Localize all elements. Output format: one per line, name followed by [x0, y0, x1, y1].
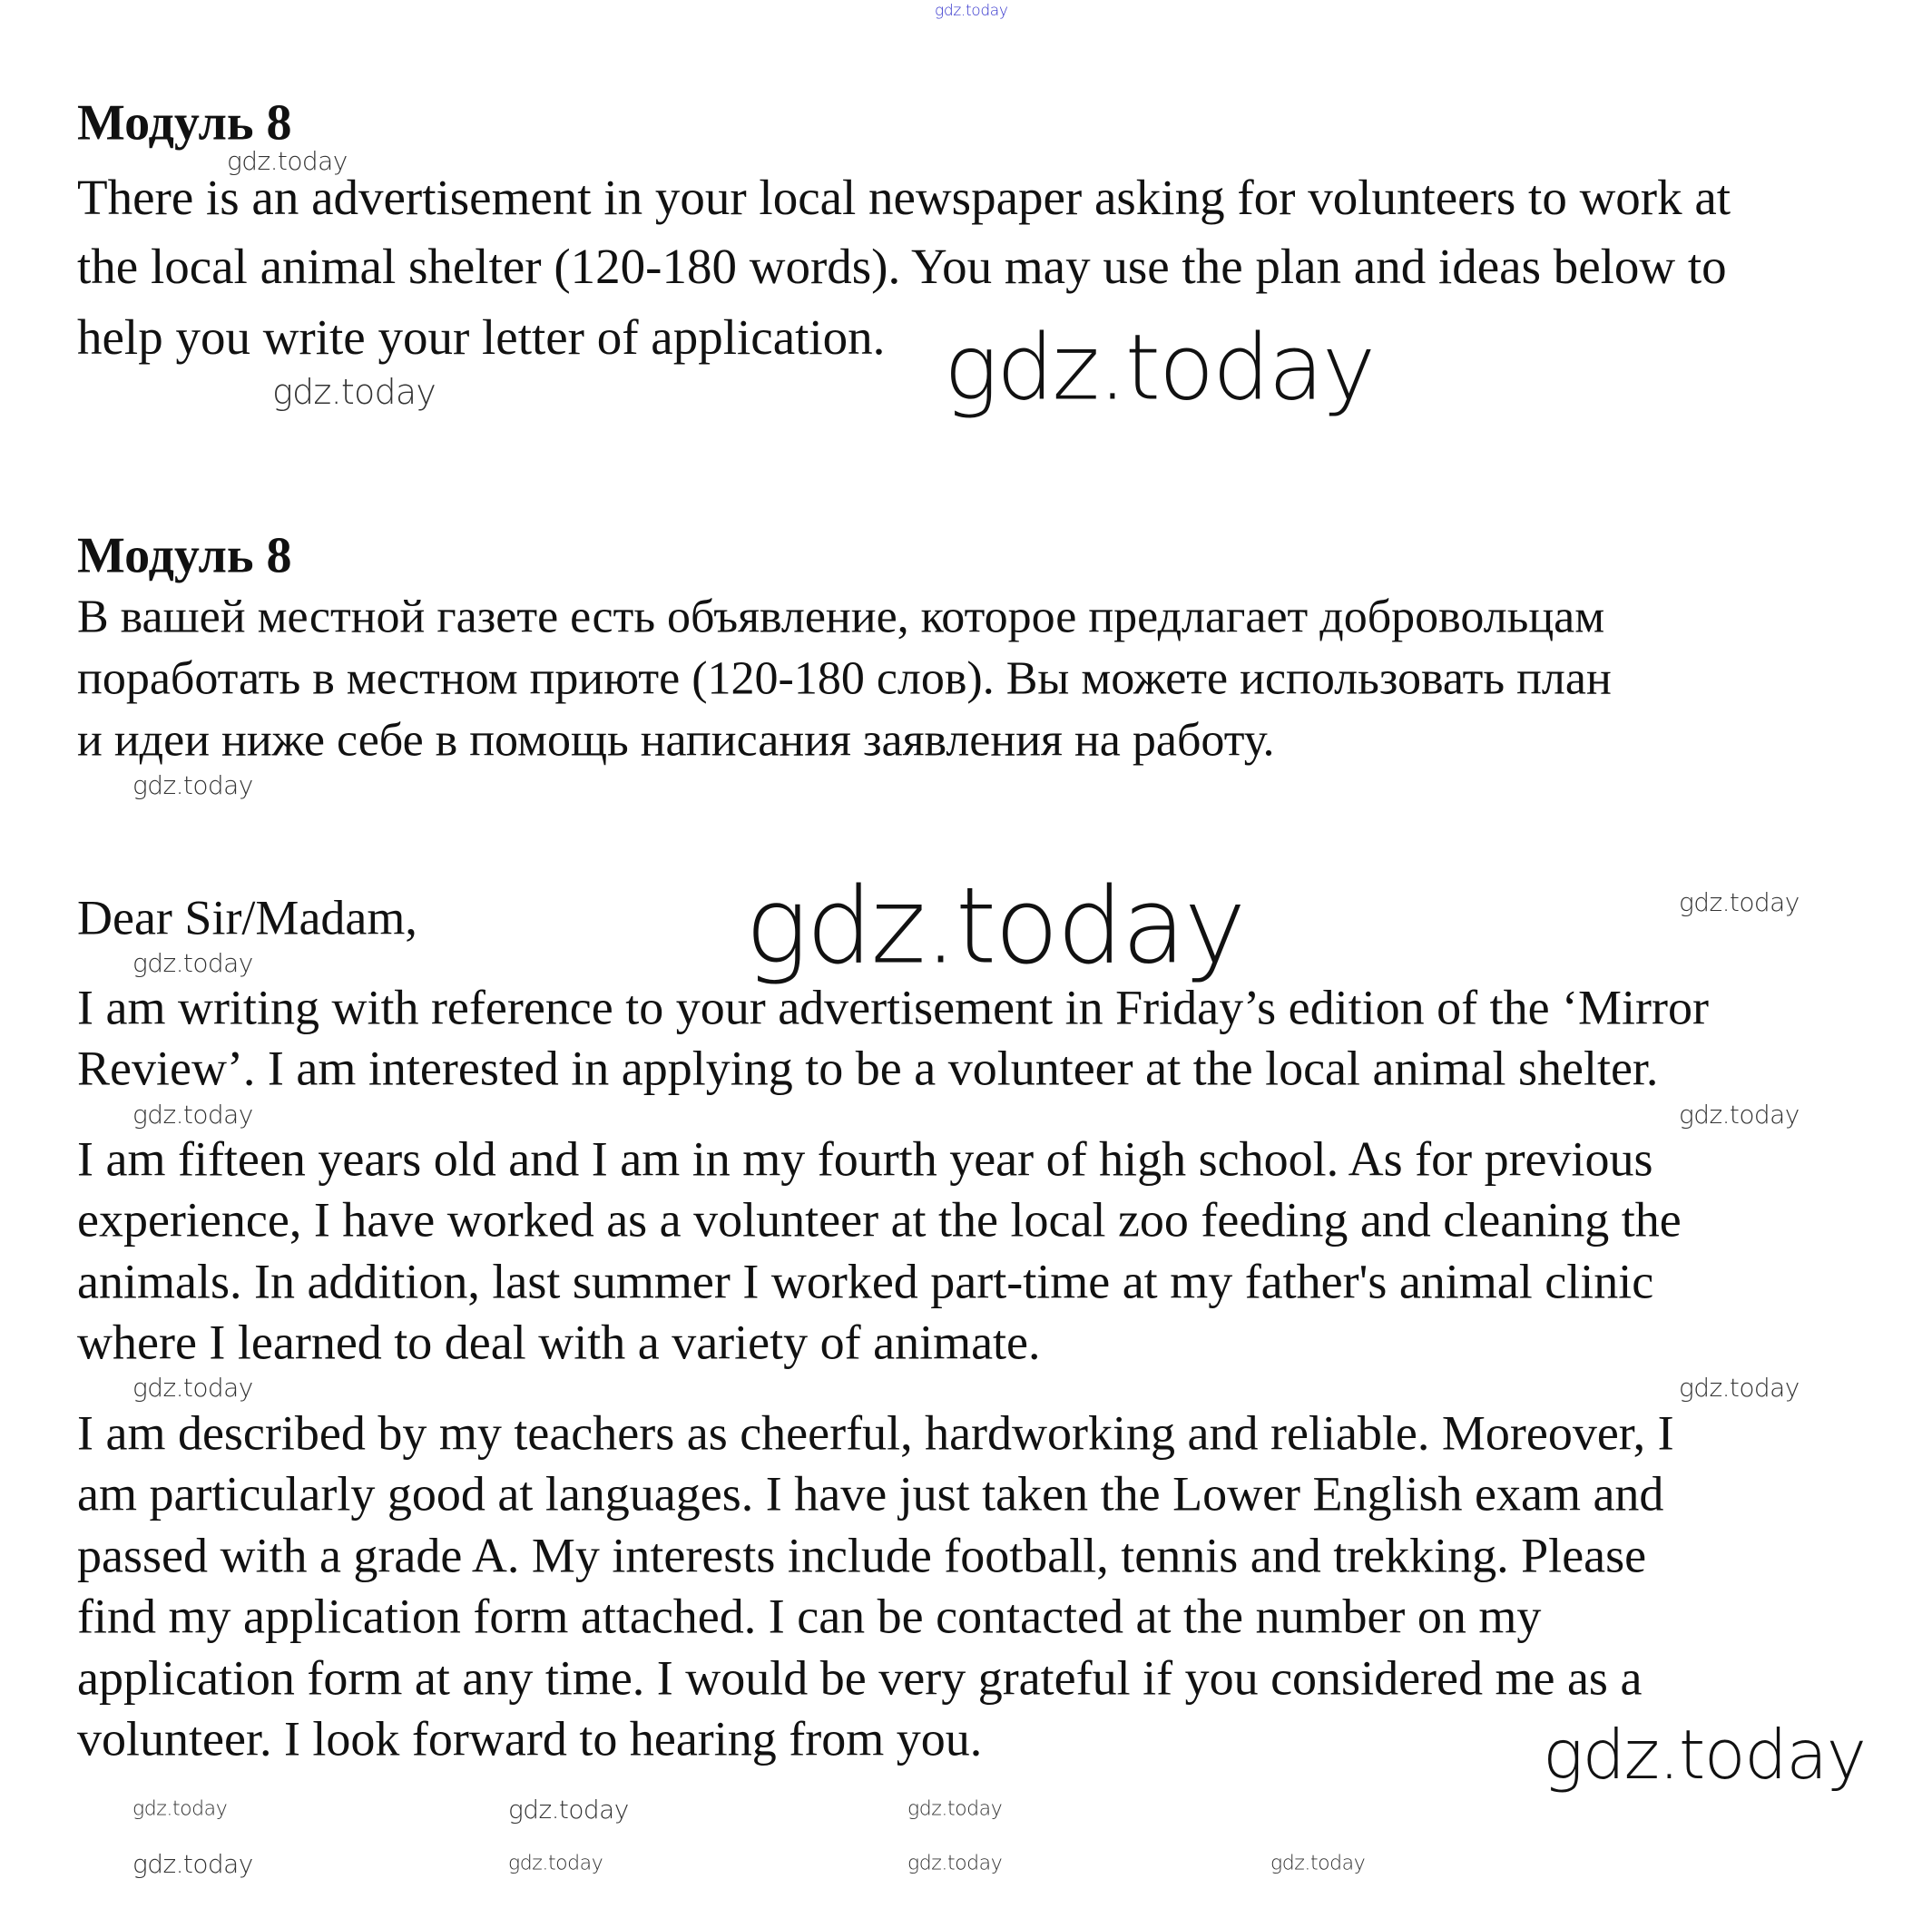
watermark: gdz.today	[907, 1852, 1003, 1875]
letter-line: I am fifteen years old and I am in my fourth year of high school. As for previous	[77, 1131, 1653, 1187]
task-line: поработать в местном приюте (120-180 слов). Вы можете использовать план	[77, 652, 1612, 705]
watermark: gdz.today	[935, 1, 1008, 20]
letter-line: passed with a grade A. My interests include football, tennis and trekking. Please	[77, 1528, 1647, 1583]
watermark: gdz.today	[745, 865, 1244, 988]
watermark: gdz.today	[508, 1795, 629, 1825]
module-heading: Модуль 8	[77, 94, 292, 152]
module-heading: Модуль 8	[77, 527, 292, 584]
watermark: gdz.today	[132, 1797, 228, 1821]
letter-line: find my application form attached. I can be contacted at the number on my	[77, 1589, 1542, 1644]
watermark: gdz.today	[132, 1100, 253, 1130]
watermark: gdz.today	[1679, 1373, 1800, 1404]
letter-line: Review’. I am interested in applying to be a volunteer at the local animal shelter.	[77, 1041, 1659, 1096]
watermark: gdz.today	[132, 770, 253, 801]
letter-line: animals. In addition, last summer I worked part-time at my father's animal clinic	[77, 1254, 1654, 1309]
letter-line: experience, I have worked as a volunteer at the local zoo feeding and cleaning the	[77, 1192, 1682, 1248]
letter-line: I am writing with reference to your advertisement in Friday’s edition of the ‘Mirror	[77, 980, 1709, 1035]
watermark: gdz.today	[132, 948, 253, 979]
task-line: В вашей местной газете есть объявление, которое предлагает добровольцам	[77, 591, 1605, 643]
task-line: help you write your letter of application.	[77, 308, 886, 365]
watermark: gdz.today	[907, 1797, 1003, 1821]
watermark: gdz.today	[227, 146, 348, 177]
task-line: и идеи ниже себе в помощь написания заявления на работу.	[77, 714, 1275, 767]
watermark: gdz.today	[132, 1373, 253, 1404]
task-line: There is an advertisement in your local newspaper asking for volunteers to work at	[77, 169, 1731, 225]
letter-line: am particularly good at languages. I have just taken the Lower English exam and	[77, 1466, 1664, 1522]
watermark: gdz.today	[1270, 1852, 1366, 1875]
letter-line: application form at any time. I would be very grateful if you considered me as a	[77, 1650, 1643, 1706]
letter-greeting: Dear Sir/Madam,	[77, 890, 417, 945]
letter-line: I am described by my teachers as cheerful, hardworking and reliable. Moreover, I	[77, 1405, 1674, 1461]
task-line: the local animal shelter (120-180 words). You may use the plan and ideas below to	[77, 238, 1727, 294]
watermark: gdz.today	[1543, 1715, 1866, 1795]
watermark: gdz.today	[944, 314, 1375, 421]
watermark: gdz.today	[272, 371, 436, 412]
letter-line: volunteer. I look forward to hearing from you.	[77, 1711, 983, 1766]
watermark: gdz.today	[132, 1849, 253, 1880]
watermark: gdz.today	[508, 1852, 603, 1875]
watermark: gdz.today	[1679, 1100, 1800, 1130]
watermark: gdz.today	[1679, 887, 1800, 918]
letter-line: where I learned to deal with a variety of animate.	[77, 1315, 1041, 1370]
